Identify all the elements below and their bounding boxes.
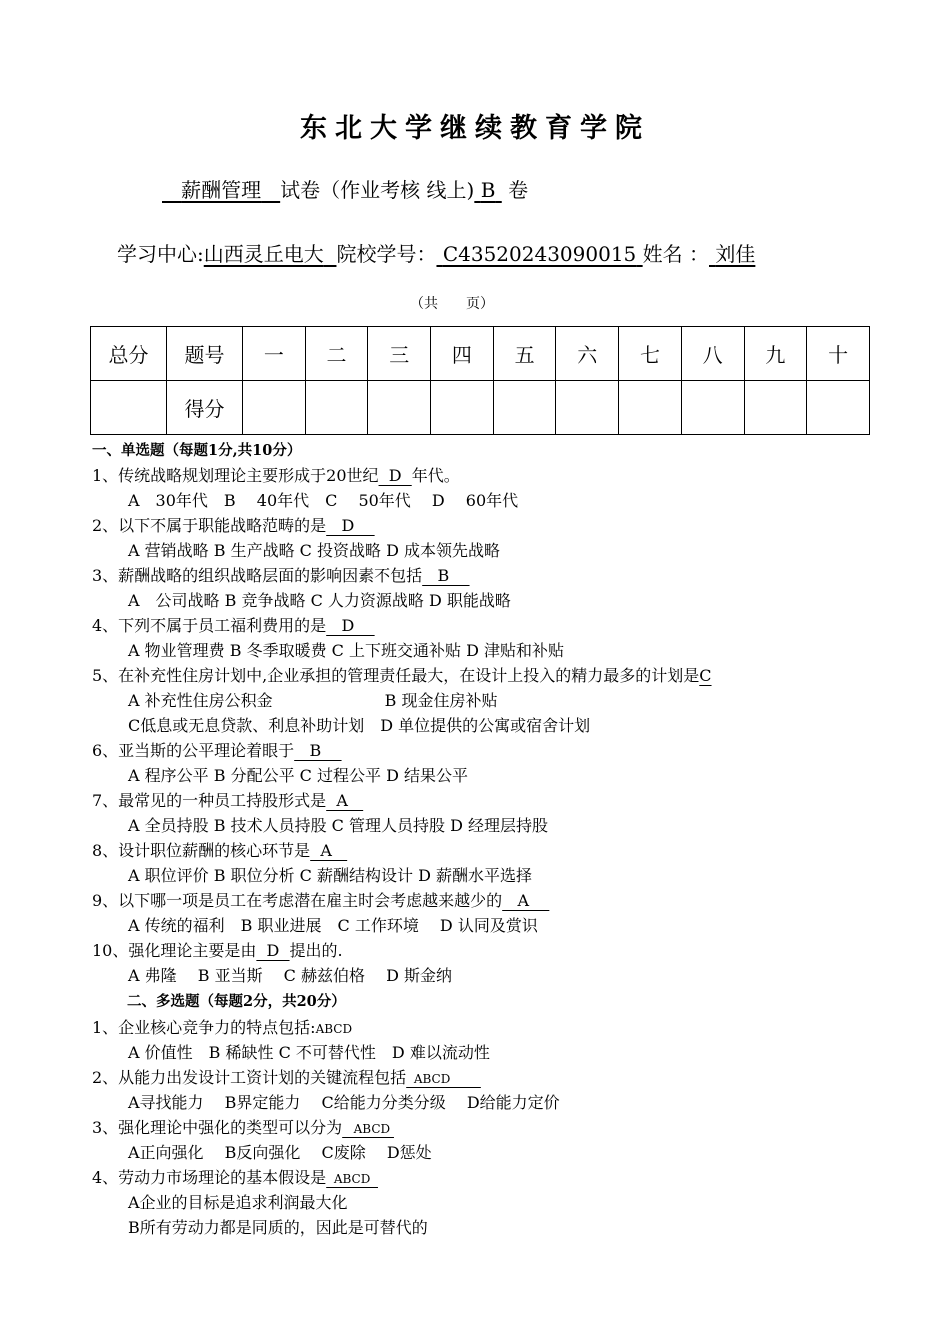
exam-type-label: 试卷（作业考核 线上)	[280, 178, 475, 202]
answer-options: A 弗隆 B 亚当斯 C 赫兹伯格 D 斯金纳	[128, 966, 452, 985]
answer-options: A 传统的福利 B 职业进展 C 工作环境 D 认同及赏识	[128, 916, 538, 935]
paper-letter: B	[480, 178, 496, 202]
exam-subtitle	[162, 174, 528, 203]
section-heading: 一、单选题（每题1分,共10分）	[92, 442, 302, 459]
score-table-header-row	[91, 327, 870, 381]
question	[92, 738, 342, 763]
score-table-header-cell: 一	[243, 327, 306, 381]
answer-options: A 30年代 B 40年代 C 50年代 D 60年代	[128, 491, 519, 510]
question	[92, 1115, 394, 1142]
score-table-header-cell: 六	[556, 327, 619, 381]
score-table-score-cell: 得分	[167, 381, 243, 435]
question-text: 4、下列不属于员工福利费用的是	[92, 616, 327, 635]
question	[92, 513, 375, 538]
institution-title: 东北大学继续教育学院	[300, 113, 650, 144]
score-table-score-cell	[681, 381, 744, 435]
question-text: 2、从能力出发设计工资计划的关键流程包括	[92, 1068, 407, 1087]
answer-blank: B	[422, 566, 470, 585]
answer-options: A 营销战略 B 生产战略 C 投资战略 D 成本领先战略	[128, 541, 500, 560]
answer-text: ABCD	[315, 1022, 353, 1036]
question	[92, 938, 343, 963]
answer-blank: C	[699, 666, 712, 685]
answer-options: C低息或无息贷款、利息补助计划 D 单位提供的公寓或宿舍计划	[128, 716, 591, 735]
question-text: 4、劳动力市场理论的基本假设是	[92, 1168, 327, 1187]
answer-options: A寻找能力 B界定能力 C给能力分类分级 D给能力定价	[128, 1093, 560, 1112]
question-text: 2、以下不属于职能战略范畴的是	[92, 516, 327, 535]
answer-blank: D	[378, 466, 412, 485]
student-info	[117, 238, 755, 267]
paper-suffix: 卷	[508, 178, 529, 202]
question-text-end: 提出的.	[289, 941, 343, 960]
score-table-score-cell	[91, 381, 167, 435]
question	[92, 613, 375, 638]
score-table-header-cell: 五	[493, 327, 556, 381]
score-table-score-cell	[305, 381, 368, 435]
score-table-header-cell: 七	[619, 327, 682, 381]
answer-blank: D	[326, 516, 375, 535]
question	[92, 1165, 378, 1192]
question	[92, 1065, 481, 1092]
score-table-header-cell: 三	[368, 327, 431, 381]
question	[92, 663, 712, 688]
center-value: 山西灵丘电大	[203, 242, 324, 266]
question-text: 1、企业核心竞争力的特点包括:	[92, 1018, 316, 1037]
answer-options: A 公司战略 B 竞争战略 C 人力资源战略 D 职能战略	[128, 591, 511, 610]
question-text: 8、设计职位薪酬的核心环节是	[92, 841, 311, 860]
answer-blank: A	[310, 841, 348, 860]
answer-blank: D	[326, 616, 375, 635]
score-table-header-cell: 十	[807, 327, 870, 381]
score-table-score-cell	[744, 381, 807, 435]
question	[92, 788, 363, 813]
score-table-score-cell	[431, 381, 494, 435]
question-text: 3、薪酬战略的组织战略层面的影响因素不包括	[92, 566, 423, 585]
question	[92, 888, 549, 913]
score-table-header-cell: 总分	[91, 327, 167, 381]
answer-options: A 程序公平 B 分配公平 C 过程公平 D 结果公平	[128, 766, 468, 785]
question	[92, 463, 460, 488]
center-label: 学习中心:	[117, 242, 204, 266]
question-text: 7、最常见的一种员工持股形式是	[92, 791, 327, 810]
score-table-score-cell	[493, 381, 556, 435]
answer-options: A 价值性 B 稀缺性 C 不可替代性 D 难以流动性	[128, 1043, 490, 1062]
question-text: 1、传统战略规划理论主要形成于20世纪	[92, 466, 379, 485]
question-text: 9、以下哪一项是员工在考虑潜在雇主时会考虑越来越少的	[92, 891, 503, 910]
answer-blank: ABCD	[406, 1072, 481, 1086]
answer-blank: D	[256, 941, 290, 960]
name-label: 姓名 ：	[642, 242, 709, 266]
answer-blank: A	[502, 891, 550, 910]
score-table-header-cell: 题号	[167, 327, 243, 381]
score-table-score-cell	[368, 381, 431, 435]
name-value: 刘佳	[715, 242, 756, 266]
score-table-score-cell	[243, 381, 306, 435]
answer-options: A企业的目标是追求利润最大化	[128, 1193, 348, 1212]
question-text-end: 年代。	[411, 466, 460, 485]
id-label: 院校学号：	[336, 242, 437, 266]
score-table-score-cell	[556, 381, 619, 435]
score-table-score-cell	[619, 381, 682, 435]
answer-blank: B	[294, 741, 342, 760]
question-text: 3、强化理论中强化的类型可以分为	[92, 1118, 343, 1137]
answer-options: A 补充性住房公积金 B 现金住房补贴	[128, 691, 498, 710]
answer-blank: A	[326, 791, 364, 810]
answer-options: A 物业管理费 B 冬季取暖费 C 上下班交通补贴 D 津贴和补贴	[128, 641, 564, 660]
answer-blank: ABCD	[342, 1122, 394, 1136]
answer-options: B所有劳动力都是同质的，因此是可替代的	[128, 1218, 428, 1237]
question-text: 10、强化理论主要是由	[92, 941, 257, 960]
score-table-header-cell: 八	[681, 327, 744, 381]
score-table-header-cell: 九	[744, 327, 807, 381]
answer-blank: ABCD	[326, 1172, 378, 1186]
question	[92, 1015, 352, 1042]
section-heading: 二、多选题（每题2分，共20分）	[127, 993, 346, 1010]
score-table-score-row	[91, 381, 870, 435]
question	[92, 563, 470, 588]
score-table	[90, 326, 870, 435]
answer-options: A 职位评价 B 职位分析 C 薪酬结构设计 D 薪酬水平选择	[128, 866, 532, 885]
question-text: 6、亚当斯的公平理论着眼于	[92, 741, 295, 760]
score-table-header-cell: 二	[305, 327, 368, 381]
id-value: C43520243090015	[442, 242, 637, 266]
answer-options: A 全员持股 B 技术人员持股 C 管理人员持股 D 经理层持股	[128, 816, 548, 835]
score-table-score-cell	[807, 381, 870, 435]
question-text: 5、在补充性住房计划中,企业承担的管理责任最大，在设计上投入的精力最多的计划是	[92, 666, 700, 685]
page-count: （共 页）	[410, 296, 494, 312]
course-name: 薪酬管理	[181, 178, 262, 202]
score-table-header-cell: 四	[431, 327, 494, 381]
answer-options: A正向强化 B反向强化 C废除 D惩处	[128, 1143, 432, 1162]
question	[92, 838, 347, 863]
